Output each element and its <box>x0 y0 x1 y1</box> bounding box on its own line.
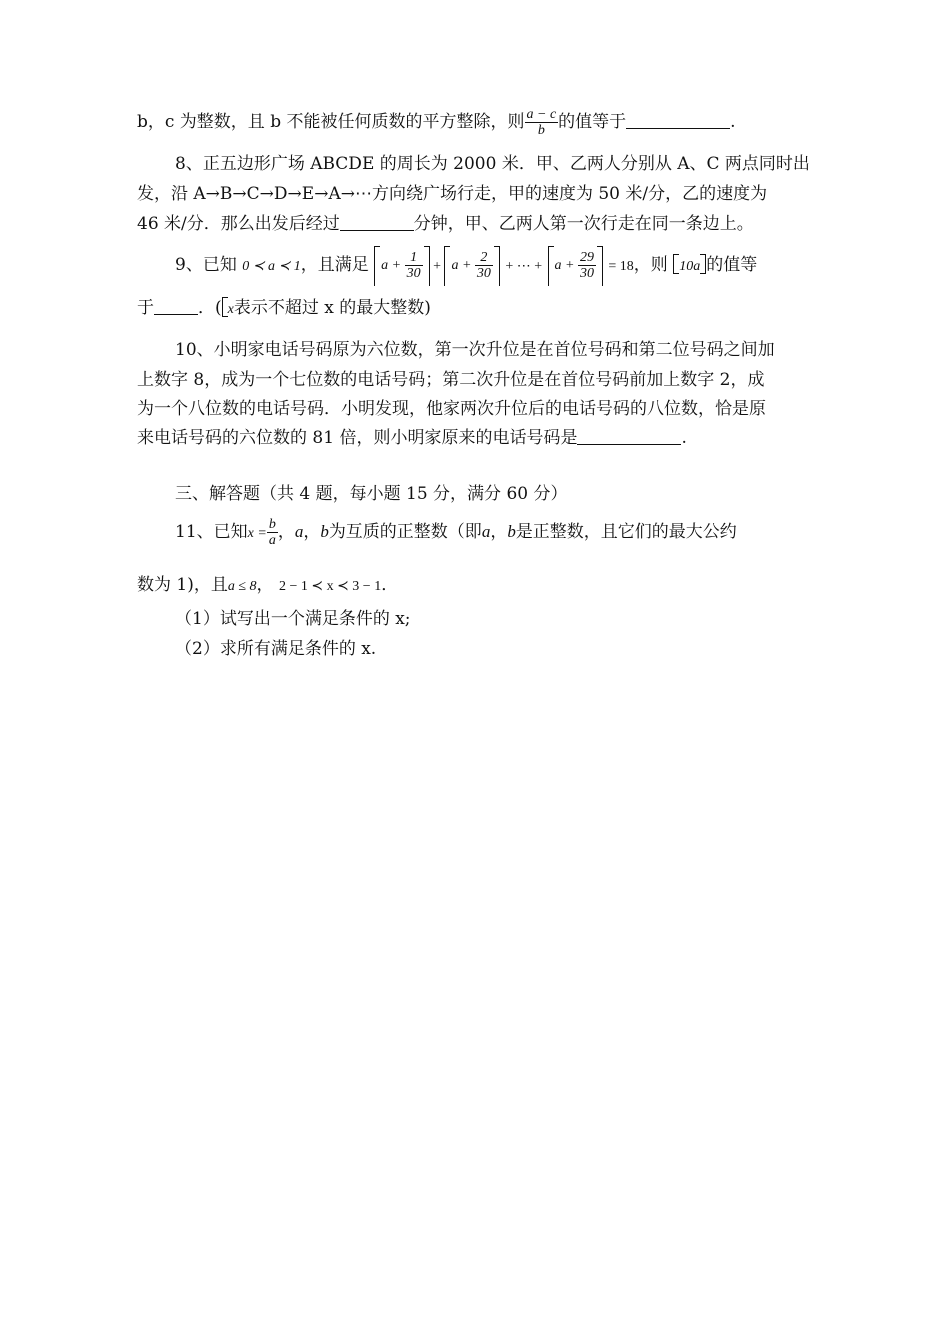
q11-part2: （2）求所有满足条件的 x. <box>175 639 377 659</box>
q7-text-a: b，c 为整数，且 b 不能被任何质数的平方整除，则 <box>137 112 525 132</box>
q11-cond1: a ≤ 8 <box>227 579 257 594</box>
q8-line3: 46 米/分．那么出发后经过 分钟，甲、乙两人第一次行走在同一条边上。 <box>137 214 754 234</box>
q9-line1: 9、已知 0 ≺ a ≺ 1，且满足 a + $\frac{1}{30}$ + a + $\frac{2}{30}$ + ⋯ + a + $\frac{29}{30}$ = 18，则 10a 的值等 <box>175 245 757 287</box>
q8-line1: 8、正五边形广场 ABCDE 的周长为 2000 米．甲、乙两人分别从 A、C 两点同时出 <box>175 154 810 174</box>
q8-answer-blank[interactable] <box>340 214 414 231</box>
q11-fraction: $\frac{b}{a}$ <box>268 517 276 548</box>
q9-line2: 于 ．( x表示不超过 x 的最大整数) <box>137 298 431 318</box>
q7-answer-blank[interactable] <box>626 112 730 129</box>
q10-line4: 来电话号码的六位数的 81 倍，则小明家原来的电话号码是 . <box>137 428 687 448</box>
q11-part1: （1）试写出一个满足条件的 x; <box>175 609 411 629</box>
q11-cond2: 2 − 1 ≺ x ≺ 3 − 1 <box>278 579 382 594</box>
q9-condition: 0 ≺ a ≺ 1 <box>242 259 301 274</box>
q7-fraction: $\frac{a - c}{b}$ <box>526 107 557 138</box>
section-heading: 三、解答题（共 4 题，每小题 15 分，满分 60 分） <box>175 484 568 504</box>
q9-answer-blank[interactable] <box>154 298 198 315</box>
q9-term-1: a + $\frac{1}{30}$ <box>374 246 429 286</box>
q7-tail-line: b，c 为整数，且 b 不能被任何质数的平方整除，则 $\frac{a - c}{b}$ 的值等于 . <box>137 107 736 138</box>
q11-line2: 数为 1)，且a ≤ 8， 2 − 1 ≺ x ≺ 3 − 1． <box>137 575 399 595</box>
q10-line1: 10、小明家电话号码原为六位数，第一次升位是在首位号码和第二位号码之间加 <box>175 340 775 360</box>
q9-term-2: a + $\frac{2}{30}$ <box>444 246 499 286</box>
q7-text-b: 的值等于 <box>558 112 627 132</box>
q10-line2: 上数字 8，成为一个七位数的电话号码；第二次升位是在首位号码前加上数字 2，成 <box>137 370 765 390</box>
q10-line3: 为一个八位数的电话号码．小明发现，他家两次升位后的电话号码的八位数，恰是原 <box>137 399 766 419</box>
q9-target: 10a <box>679 259 701 274</box>
q9-term-3: a + $\frac{29}{30}$ <box>548 246 603 286</box>
q8-line2: 发，沿 A→B→C→D→E→A→⋯方向绕广场行走，甲的速度为 50 米/分，乙的速度为 <box>137 184 768 204</box>
q10-answer-blank[interactable] <box>577 428 681 445</box>
q11-line1: 11、已知x = $\frac{b}{a}$ ，a，b为互质的正整数（即a，b是正整数，且它们的最大公约 <box>175 517 737 548</box>
